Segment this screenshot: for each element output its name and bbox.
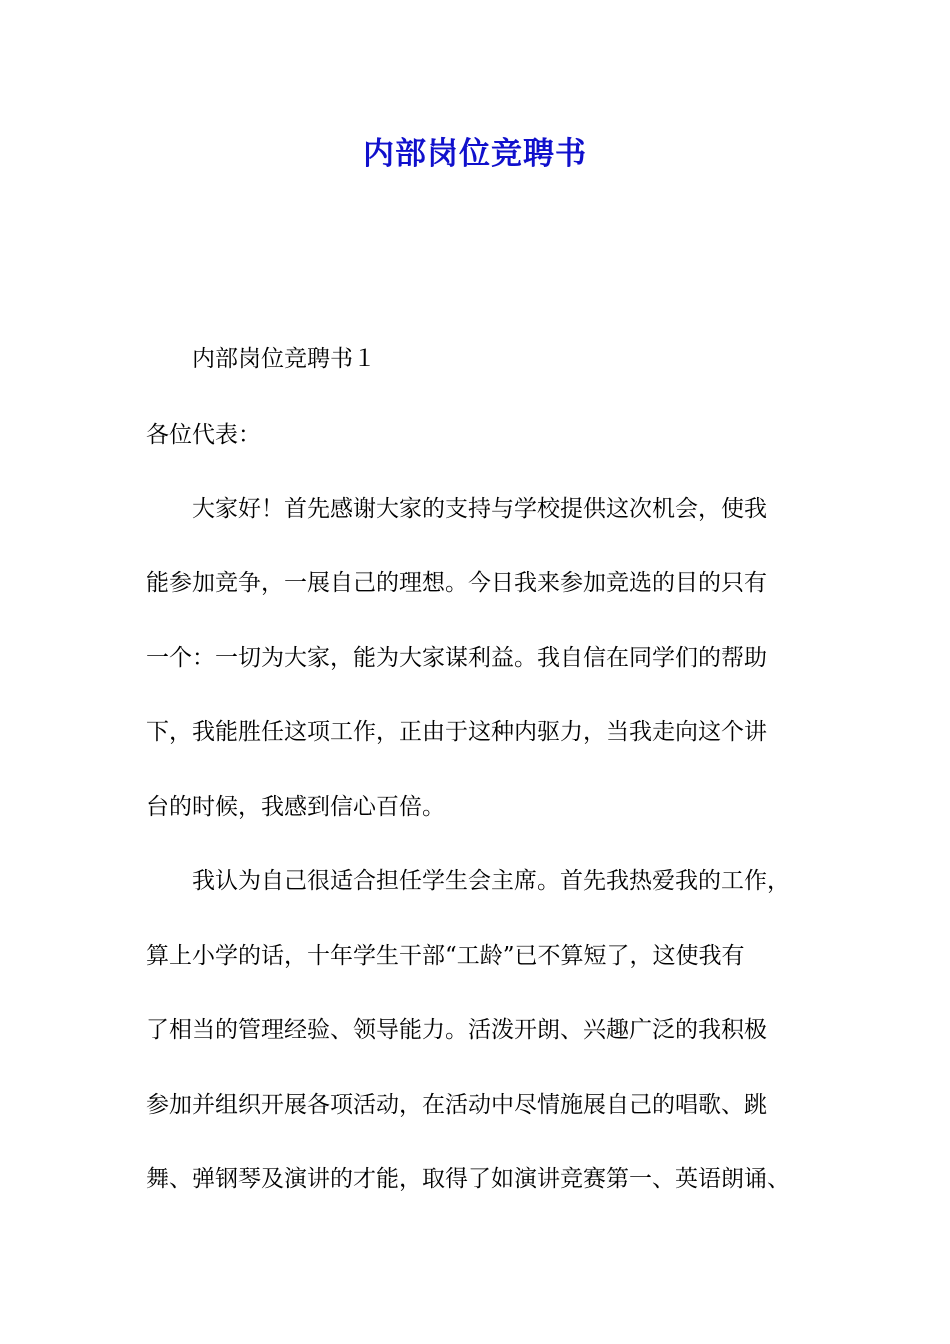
paragraph-1-line-5: 台的时候，我感到信心百倍。	[146, 794, 445, 820]
paragraph-2-line-5: 舞、弹钢琴及演讲的才能，取得了如演讲竞赛第一、英语朗诵、	[146, 1166, 790, 1192]
paragraph-2-line-1: 我认为自己很适合担任学生会主席。首先我热爱我的工作，	[192, 868, 790, 894]
paragraph-2-line-3: 了相当的管理经验、领导能力。活泼开朗、兴趣广泛的我积极	[146, 1017, 767, 1043]
section-heading: 内部岗位竞聘书１	[192, 346, 376, 372]
document-title: 内部岗位竞聘书	[363, 136, 587, 172]
paragraph-1-line-2: 能参加竞争，一展自己的理想。今日我来参加竞选的目的只有	[146, 570, 767, 596]
salutation: 各位代表：	[146, 422, 261, 448]
paragraph-1-line-1: 大家好！首先感谢大家的支持与学校提供这次机会，使我	[192, 496, 767, 522]
paragraph-1-line-4: 下，我能胜任这项工作，正由于这种内驱力，当我走向这个讲	[146, 719, 767, 745]
paragraph-1-line-3: 一个：一切为大家，能为大家谋利益。我自信在同学们的帮助	[146, 645, 767, 671]
paragraph-2-line-2: 算上小学的话，十年学生干部“工龄”已不算短了，这使我有	[146, 943, 745, 969]
paragraph-2-line-4: 参加并组织开展各项活动，在活动中尽情施展自己的唱歌、跳	[146, 1092, 767, 1118]
